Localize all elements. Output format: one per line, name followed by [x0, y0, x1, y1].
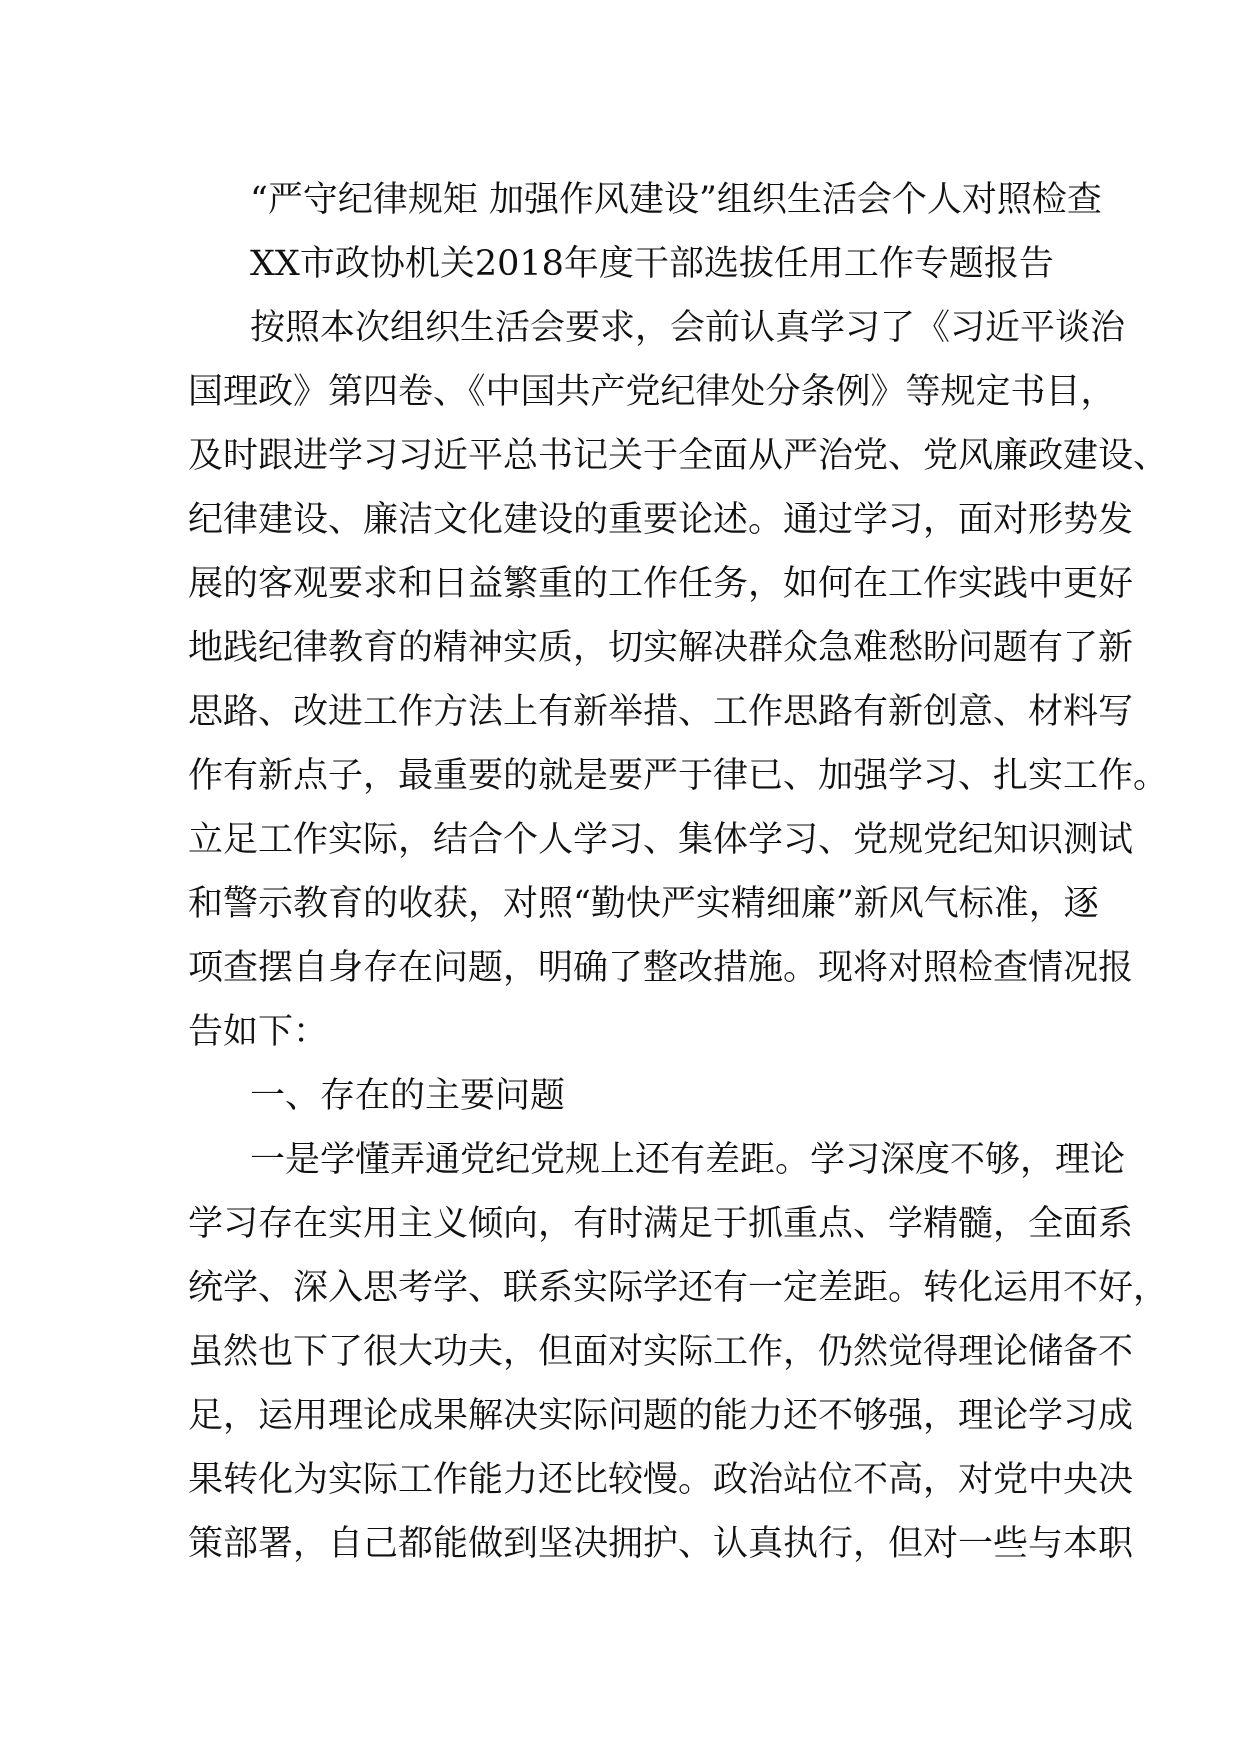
paragraph-line: 纪律建设、廉洁文化建设的重要论述。通过学习，面对形势发 [188, 500, 1134, 540]
paragraph-line: 和警示教育的收获，对照“勤快严实精细廉”新风气标准，逐 [188, 884, 1099, 924]
section-heading: 一、存在的主要问题 [250, 1076, 566, 1116]
paragraph-line: 足，运用理论成果解决实际问题的能力还不够强，理论学习成 [188, 1396, 1134, 1436]
paragraph-line: 及时跟进学习习近平总书记关于全面从严治党、党风廉政建设、 [188, 436, 1169, 476]
paragraph-line: 展的客观要求和日益繁重的工作任务，如何在工作实践中更好 [188, 564, 1134, 604]
title-line-1: “严守纪律规矩 加强作风建设”组织生活会个人对照检查 [250, 180, 1102, 220]
paragraph-line: 果转化为实际工作能力还比较慢。政治站位不高，对党中央决 [188, 1460, 1134, 1500]
title-line-2: XX市政协机关2018年度干部选拔任用工作专题报告 [250, 244, 1054, 284]
paragraph-line: 学习存在实用主义倾向，有时满足于抓重点、学精髓，全面系 [188, 1204, 1134, 1244]
paragraph-line: 一是学懂弄通党纪党规上还有差距。学习深度不够，理论 [250, 1140, 1126, 1180]
paragraph-line: 思路、改进工作方法上有新举措、工作思路有新创意、材料写 [188, 692, 1134, 732]
paragraph-line: 项查摆自身存在问题，明确了整改措施。现将对照检查情况报 [188, 948, 1134, 988]
paragraph-line: 作有新点子，最重要的就是要严于律已、加强学习、扎实工作。 [188, 756, 1169, 796]
paragraph-line: 告如下： [188, 1012, 329, 1052]
paragraph-line: 统学、深入思考学、联系实际学还有一定差距。转化运用不好， [188, 1268, 1169, 1308]
paragraph-line: 国理政》第四卷、《中国共产党纪律处分条例》等规定书目， [188, 372, 1116, 412]
document-body [188, 168, 1169, 1576]
paragraph-line: 策部署，自己都能做到坚决拥护、认真执行，但对一些与本职 [188, 1524, 1134, 1564]
paragraph-line: 按照本次组织生活会要求，会前认真学习了《习近平谈治 [250, 308, 1126, 348]
paragraph-line: 虽然也下了很大功夫，但面对实际工作，仍然觉得理论储备不 [188, 1332, 1134, 1372]
paragraph-line: 立足工作实际，结合个人学习、集体学习、党规党纪知识测试 [188, 820, 1134, 860]
paragraph-line: 地践纪律教育的精神实质，切实解决群众急难愁盼问题有了新 [188, 628, 1134, 668]
